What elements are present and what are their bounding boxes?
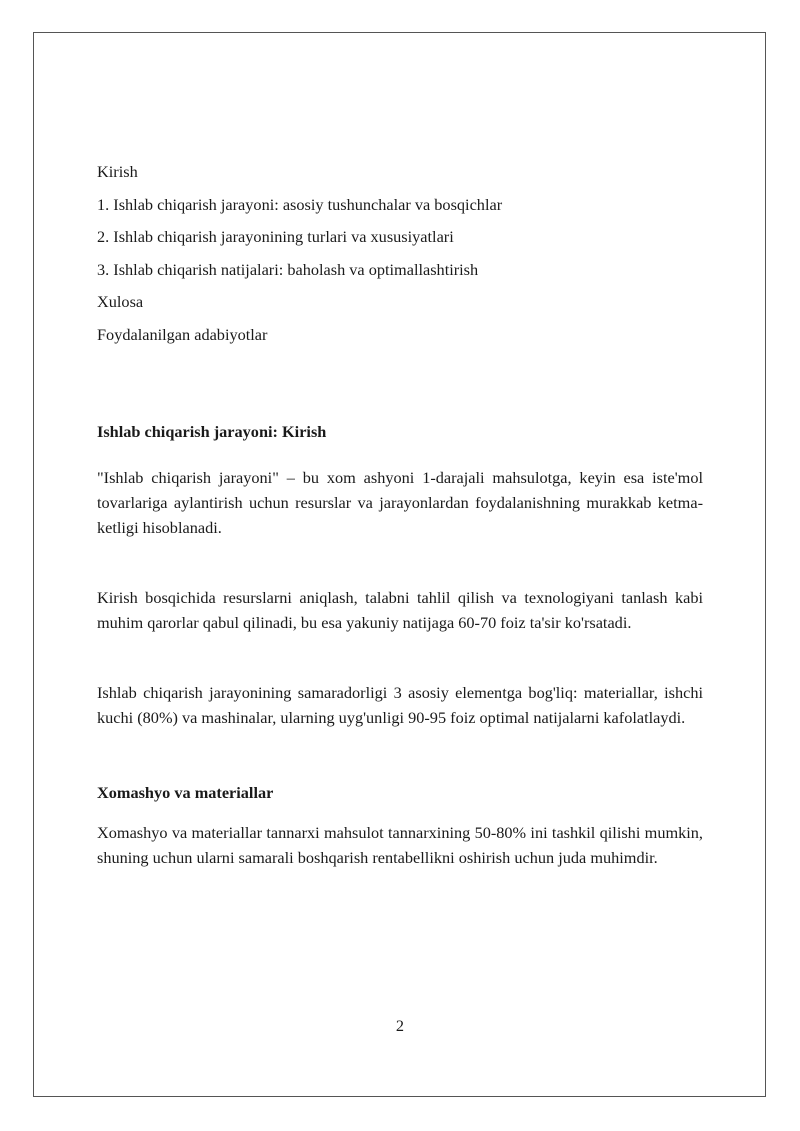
section-heading-raw-materials: Xomashyo va materiallar <box>97 783 274 802</box>
paragraph-introduction-stage: Kirish bosqichida resurslarni aniqlash, talabni tahlil qilish va texnologiyani tanlash kabi muhim qarorlar qabul qilinadi, bu esa yakuniy natijaga 60-70 foiz ta'sir ko'rsatadi. <box>97 588 703 632</box>
section-heading-introduction: Ishlab chiqarish jarayoni: Kirish <box>97 422 327 441</box>
table-of-contents <box>97 159 703 354</box>
page-number: 2 <box>395 1016 405 1035</box>
toc-item-introduction: Kirish <box>97 162 138 181</box>
paragraph-efficiency: Ishlab chiqarish jarayonining samaradorligi 3 asosiy elementga bog'liq: materiallar, ishchi kuchi (80%) va mashinalar, ularning uyg'unligi 90-95 foiz optimal natijalarni kafolatlaydi. <box>97 683 703 727</box>
paragraph-raw-materials: Xomashyo va materiallar tannarxi mahsulot tannarxining 50-80% ini tashkil qilishi mumkin, shuning uchun ularni samarali boshqarish rentabellikni oshirish uchun juda muhimdir. <box>97 823 703 867</box>
toc-item-chapter-3: 3. Ishlab chiqarish natijalari: baholash va optimallashtirish <box>97 259 479 279</box>
document-content <box>97 159 703 870</box>
paragraph-definition: "Ishlab chiqarish jarayoni" – bu xom ashyoni 1-darajali mahsulotga, keyin esa iste'mol tovarlariga aylantirish uchun resurslar va jarayonlardan foydalanishning murakkab ketma-ketligi hisoblanadi. <box>97 468 703 537</box>
toc-item-references: Foydalanilgan adabiyotlar <box>97 324 268 344</box>
toc-item-chapter-2: 2. Ishlab chiqarish jarayonining turlari va xususiyatlari <box>97 227 454 246</box>
toc-item-chapter-1: 1. Ishlab chiqarish jarayoni: asosiy tushunchalar va bosqichlar <box>97 194 503 214</box>
toc-item-conclusion: Xulosa <box>97 292 144 311</box>
